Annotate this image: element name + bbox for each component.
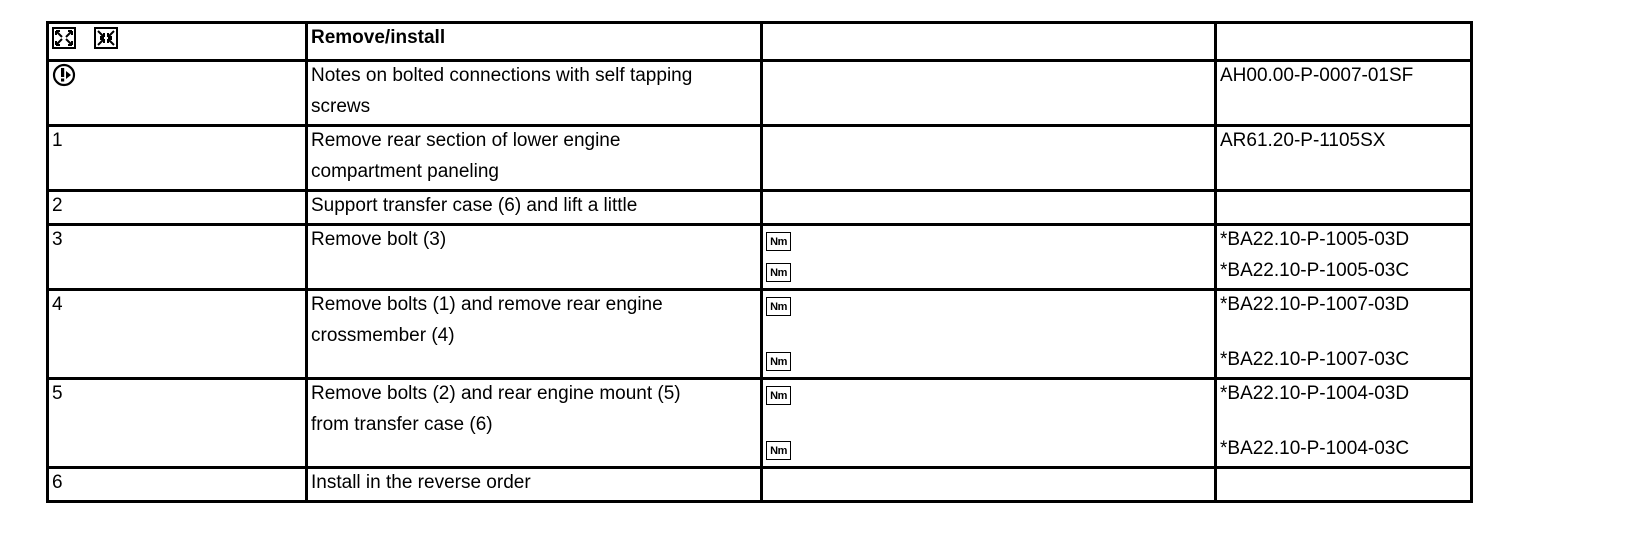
step-number: 5: [48, 379, 307, 468]
reference-link[interactable]: *BA22.10-P-1004-03D: [1220, 383, 1410, 404]
torque-cell: [762, 468, 1216, 502]
instruction-text: crossmember (4): [311, 325, 455, 346]
reference-link[interactable]: *BA22.10-P-1004-03C: [1220, 438, 1410, 459]
instruction-text: Remove bolts (2) and rear engine mount (5): [311, 383, 681, 404]
reference-link[interactable]: *BA22.10-P-1005-03D: [1220, 229, 1410, 250]
instruction-text: Notes on bolted connections with self tapping: [311, 65, 693, 86]
header-title: Remove/install: [307, 23, 762, 61]
instruction-text: Remove rear section of lower engine: [311, 130, 621, 151]
instruction-text: Install in the reverse order: [307, 468, 762, 502]
torque-cell: [762, 61, 1216, 126]
torque-icon[interactable]: Nm: [766, 297, 791, 316]
collapse-icon[interactable]: [94, 27, 118, 49]
instruction-cell: [307, 61, 762, 126]
reference-link[interactable]: *BA22.10-P-1005-03C: [1220, 260, 1410, 281]
reference-cell: [1216, 225, 1472, 290]
reference-link[interactable]: AR61.20-P-1105SX: [1220, 130, 1386, 151]
procedure-table: [46, 21, 1473, 503]
torque-cell: [762, 225, 1216, 290]
instruction-text: compartment paneling: [311, 161, 499, 182]
reference-cell: [1216, 379, 1472, 468]
table-row: [48, 468, 1472, 502]
instruction-text: Remove bolts (1) and remove rear engine: [311, 294, 663, 315]
torque-icon[interactable]: Nm: [766, 441, 791, 460]
step-number: 3: [48, 225, 307, 290]
reference-cell: [1216, 61, 1472, 126]
step-number: 6: [48, 468, 307, 502]
note-icon: [52, 63, 78, 89]
instruction-cell: [307, 126, 762, 191]
step-number: 1: [48, 126, 307, 191]
instruction-cell: [307, 290, 762, 379]
header-icon-cell: [48, 23, 307, 61]
reference-link[interactable]: AH00.00-P-0007-01SF: [1220, 65, 1414, 86]
table-row: [48, 126, 1472, 191]
table-row: [48, 290, 1472, 379]
table-row: [48, 191, 1472, 225]
instruction-text: Remove bolt (3): [307, 225, 762, 290]
table-row: [48, 379, 1472, 468]
header-empty-cell: [762, 23, 1216, 61]
header-row: [48, 23, 1472, 61]
reference-link[interactable]: *BA22.10-P-1007-03C: [1220, 349, 1410, 370]
table-row: [48, 225, 1472, 290]
step-number: 4: [48, 290, 307, 379]
torque-cell: [762, 379, 1216, 468]
reference-cell: [1216, 290, 1472, 379]
instruction-text: from transfer case (6): [311, 414, 493, 435]
reference-cell: [1216, 468, 1472, 502]
torque-icon[interactable]: Nm: [766, 263, 791, 282]
torque-icon[interactable]: Nm: [766, 386, 791, 405]
reference-cell: [1216, 191, 1472, 225]
header-empty-cell: [1216, 23, 1472, 61]
torque-cell: [762, 290, 1216, 379]
step-number: 2: [48, 191, 307, 225]
expand-icon[interactable]: [52, 27, 76, 49]
instruction-cell: [307, 379, 762, 468]
torque-icon[interactable]: Nm: [766, 352, 791, 371]
reference-cell: [1216, 126, 1472, 191]
table-row: [48, 61, 1472, 126]
instruction-text: Support transfer case (6) and lift a little: [307, 191, 762, 225]
instruction-text: screws: [311, 96, 371, 117]
torque-cell: [762, 126, 1216, 191]
reference-link[interactable]: *BA22.10-P-1007-03D: [1220, 294, 1410, 315]
torque-icon[interactable]: Nm: [766, 232, 791, 251]
step-cell: [48, 61, 307, 126]
torque-cell: [762, 191, 1216, 225]
